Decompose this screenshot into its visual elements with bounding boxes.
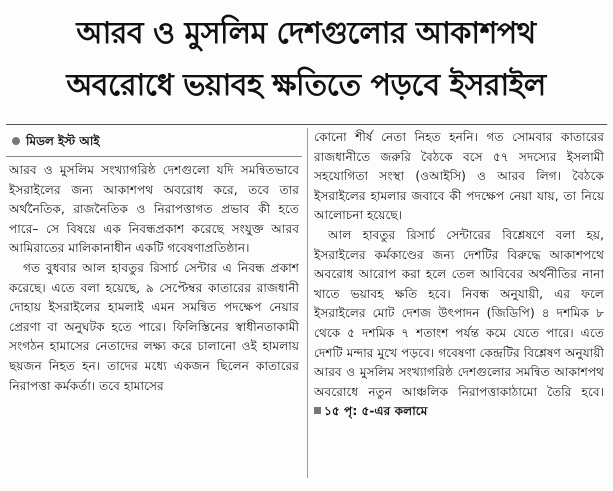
- byline-source: মিডল ইস্ট আই: [26, 134, 100, 148]
- article-column-left: [9, 161, 299, 483]
- headline-line-1: আরব ও মুসলিম দেশগুলোর আকাশপথ: [76, 16, 536, 51]
- article-column-right: [314, 128, 604, 484]
- byline-divider: [6, 156, 302, 157]
- headline-divider: [6, 124, 607, 125]
- square-bullet-icon: [314, 407, 321, 414]
- byline: [12, 133, 100, 149]
- headline-line-2: অবরোধে ভয়াবহ ক্ষতিতে পড়বে ইসরাইল: [66, 68, 546, 103]
- paragraph: [314, 226, 604, 422]
- continuation-text: ১৫ পৃ: ৫-এর কলামে: [324, 404, 428, 419]
- paragraph-text: আল হাবতুর রিসার্চ সেন্টারের বিশ্লেষণে বলা হয়, ইসরাইলের কর্মকাণ্ডের জন্য দেশটির বিরুদ্ধে আকাশপথে অবরোধ আরোপ করা হলে তেল আবিবের অর্থনীতির নানা খাতে ভয়াবহ ক্ষতি হবে। নিবন্ধ অনুযায়ী, এর ফলে ইসরাইলের মোট দেশজ উৎপাদন (জিডিপি) ৪ দশমিক ৮ থেকে ৫ দশমিক ৭ শতাংশ পর্যন্ত কমে যেতে পারে। এতে দেশটি মন্দার মুখে পড়বে। গবেষণা কেন্দ্রটির বিশ্লেষণ অনুযায়ী আরব ও মুসলিম সংখ্যাগরিষ্ঠ দেশগুলোর সমন্বিত আকাশপথ অবরোধে নতুন আঞ্চলিক নিরাপত্তাকাঠামো তৈরি হবে।: [314, 227, 604, 399]
- paragraph: গত বুধবার আল হাবতুর রিসার্চ সেন্টার এ নিবন্ধ প্রকাশ করেছে। এতে বলা হয়েছে, ৯ সেপ্টেম্বর কাতারের রাজধানী দোহায় ইসরাইলের হামলাই এমন সমন্বিত পদক্ষেপ নেয়ার প্রেরণা বা অনুঘটক হতে পারে। ফিলিস্তিনের স্বাধীনতাকামী সংগঠন হামাসের নেতাদের লক্ষ্য করে চালানো ওই হামলায় ছয়জন নিহত হন। তাদের মধ্যে একজন ছিলেন কাতারের নিরাপত্তা কর্মকর্তা। তবে হামাসের: [9, 260, 299, 393]
- paragraph: কোনো শীর্ষ নেতা নিহত হননি। গত সোমবার কাতারের রাজধানীতে জরুরি বৈঠকে বসে ৫৭ সদস্যের ইসলামী সহযোগিতা সংস্থা (ওআইসি) ও আরব লিগ। বৈঠকে ইসরাইলের হামলার জবাবে কী পদক্ষেপ নেয়া যায়, তা নিয়ে আলোচনা হয়েছে।: [314, 130, 604, 223]
- bullet-icon: [12, 137, 20, 145]
- column-divider: [307, 128, 308, 478]
- paragraph: আরব ও মুসলিম সংখ্যাগরিষ্ঠ দেশগুলো যদি সমন্বিতভাবে ইসরাইলের জন্য আকাশপথ অবরোধ করে, তবে তার অর্থনৈতিক, রাজনৈতিক ও নিরাপত্তাগত প্রভাব কী হতে পারে– সে বিষয়ে এক নিবন্ধপ্রকাশ করেছে সংযুক্ত আরব আমিরাতের মালিকানাধীন একটি গবেষণাপ্রতিষ্ঠান।: [9, 163, 299, 256]
- continuation-note: [314, 404, 427, 418]
